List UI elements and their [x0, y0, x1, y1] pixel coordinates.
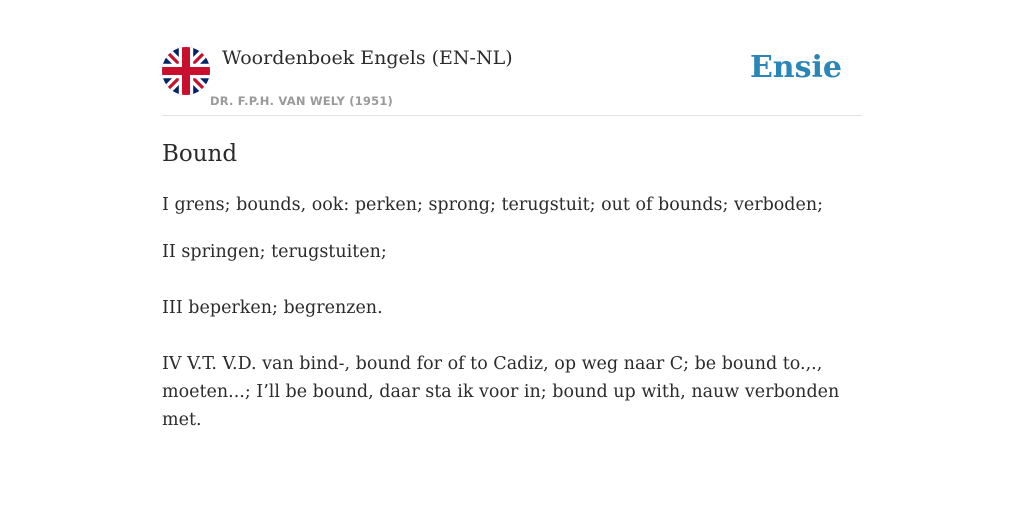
entry-sense-4: IV V.T. V.D. van bind-, bound for of to Cadiz, op weg naar C; be bound to.,., moeten...; I’ll be bound, daar sta ik voor in; bound up with, nauw verbonden met.: [162, 354, 840, 430]
entry-sense-2: II springen; terugstuiten;: [162, 242, 387, 262]
dictionary-author: DR. F.P.H. VAN WELY (1951): [210, 94, 393, 108]
entry-sense-1: I grens; bounds, ook: perken; sprong; terugstuit; out of bounds; verboden;: [162, 195, 824, 215]
entry-sense-3: III beperken; begrenzen.: [162, 298, 383, 318]
dictionary-card: [162, 0, 862, 512]
uk-flag-icon: [162, 47, 210, 95]
entry-word: Bound: [162, 141, 238, 167]
dictionary-title[interactable]: Woordenboek Engels (EN-NL): [222, 47, 513, 69]
header-divider: [162, 115, 862, 116]
ensie-logo[interactable]: Ensie: [749, 50, 842, 85]
